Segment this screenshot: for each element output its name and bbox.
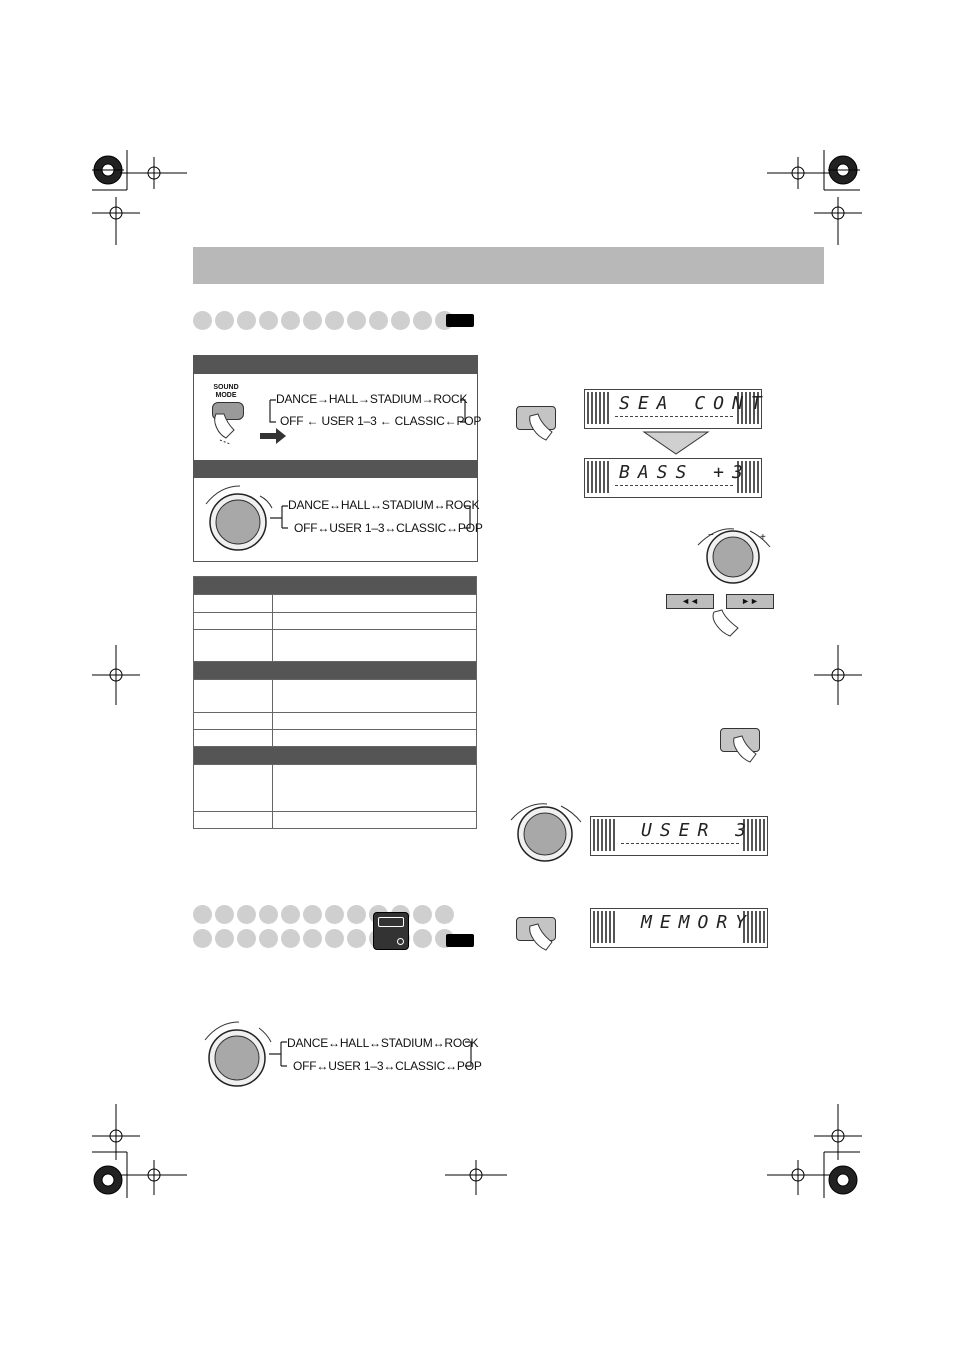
mode-off: OFF xyxy=(280,414,304,428)
panel-bar-top xyxy=(194,356,477,374)
sound-mode-label-1: SOUND xyxy=(213,384,239,391)
dial-mode-hall: HALL xyxy=(340,498,371,512)
lcd-display-sea-cont xyxy=(584,389,770,429)
dial-mode-classic: CLASSIC xyxy=(396,521,447,535)
sound-mode-panel: SOUND MODE DANCE→HALL→STADIUM→ROCK OFF ← USER 1–3 ← CLASSIC←POP DANCE↔HALL↔STADIUM↔ROCK OFF↔USER 1–3↔CLASSIC↔POP xyxy=(193,355,478,562)
skip-back-button[interactable]: ◄◄ xyxy=(666,594,714,609)
remote-icon xyxy=(373,912,409,950)
remote-mode-off: OFF xyxy=(293,1059,317,1073)
mode-classic: CLASSIC xyxy=(394,414,445,428)
mode-user: USER 1–3 xyxy=(321,414,377,428)
dial-plus-label: + xyxy=(760,532,766,543)
section-tag-2 xyxy=(446,934,474,947)
lcd-display-user xyxy=(590,816,768,856)
sound-mode-label-2: MODE xyxy=(215,392,237,399)
mode-stadium: STADIUM xyxy=(369,392,422,406)
mode-dance: DANCE xyxy=(276,392,318,406)
dial-mode-off: OFF xyxy=(294,521,318,535)
skip-forward-button[interactable]: ►► xyxy=(726,594,774,609)
finger-icon xyxy=(526,922,556,952)
mode-rock: ROCK xyxy=(433,392,468,406)
finger-icon xyxy=(708,608,744,638)
mode-hall: HALL xyxy=(328,392,359,406)
lcd-text: MEMORY xyxy=(641,912,755,933)
settings-table xyxy=(193,576,477,829)
table-section-header xyxy=(194,747,477,765)
dial-mode-pop: POP xyxy=(457,521,483,535)
mode-pop: POP xyxy=(456,414,482,428)
control-dial-icon[interactable] xyxy=(200,484,276,552)
section-dots-3 xyxy=(193,929,454,948)
remote-mode-stadium: STADIUM xyxy=(380,1036,433,1050)
finger-icon xyxy=(526,412,556,442)
dial-mode-dance: DANCE xyxy=(288,498,330,512)
section-header-band xyxy=(193,247,824,284)
lcd-display-memory xyxy=(590,908,768,948)
panel-bar-mid xyxy=(194,460,477,478)
section-tag xyxy=(446,314,474,327)
lcd-text: SEA CONT xyxy=(619,393,770,414)
remote-mode-classic: CLASSIC xyxy=(395,1059,446,1073)
section-dots-2 xyxy=(193,905,454,924)
control-dial-icon-2[interactable] xyxy=(199,1020,275,1088)
remote-mode-rock: ROCK xyxy=(444,1036,479,1050)
remote-mode-pop: POP xyxy=(456,1059,482,1073)
finger-icon xyxy=(730,734,760,764)
lcd-display-bass xyxy=(584,458,762,498)
table-section-header xyxy=(194,662,477,680)
select-dial-icon[interactable] xyxy=(505,800,585,864)
lcd-text: BASS +3 xyxy=(619,462,751,483)
remote-mode-dance: DANCE xyxy=(287,1036,329,1050)
remote-mode-user: USER 1–3 xyxy=(328,1059,384,1073)
dial-minus-label: − xyxy=(708,530,714,541)
section-dots-1 xyxy=(193,311,454,330)
table-section-header xyxy=(194,577,477,595)
down-arrow-icon xyxy=(640,430,712,456)
remote-mode-hall: HALL xyxy=(339,1036,370,1050)
dial-mode-rock: ROCK xyxy=(445,498,480,512)
press-arrow-icon xyxy=(260,428,286,444)
dial-mode-user: USER 1–3 xyxy=(329,521,385,535)
lcd-text: USER 3 xyxy=(641,820,755,841)
finger-icon xyxy=(210,412,250,444)
dial-mode-stadium: STADIUM xyxy=(381,498,434,512)
